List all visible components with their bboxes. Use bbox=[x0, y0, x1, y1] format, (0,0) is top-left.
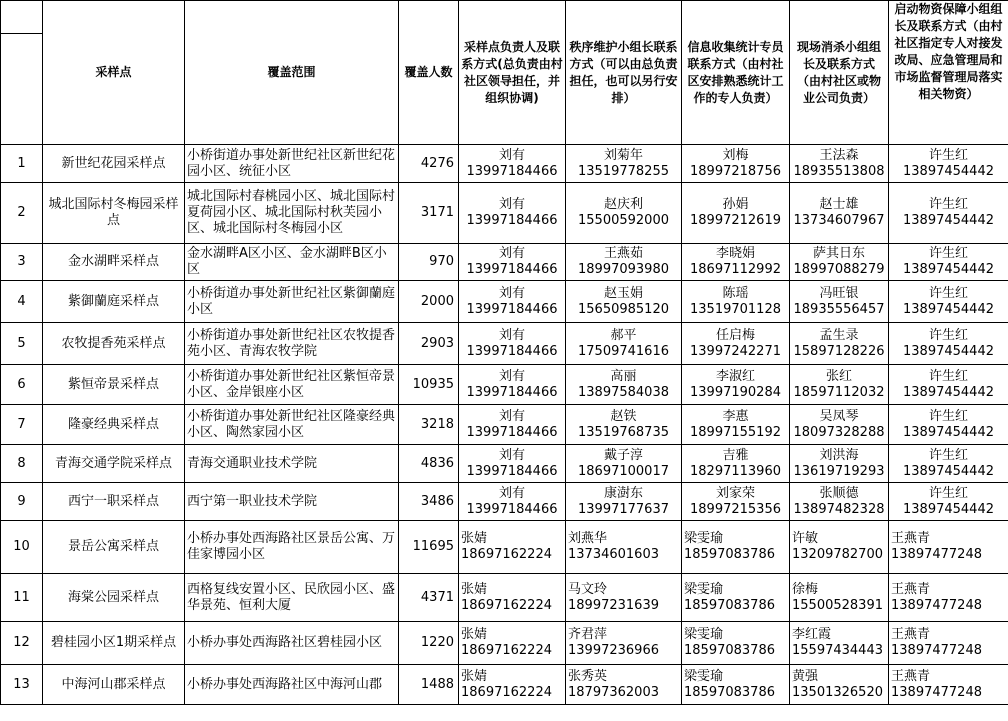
contact-c4 bbox=[790, 323, 889, 365]
contact-c2 bbox=[566, 323, 682, 365]
contact-c4 bbox=[790, 665, 889, 705]
contact-name: 刘有 bbox=[498, 197, 525, 212]
contact-c2 bbox=[566, 622, 682, 665]
contact-phone: 18997231639 bbox=[568, 597, 659, 613]
contact-phone: 13997184466 bbox=[466, 163, 558, 179]
contact-c2 bbox=[566, 365, 682, 405]
contact-name: 吴凤琴 bbox=[819, 408, 859, 424]
row-number: 11 bbox=[1, 574, 43, 622]
contact-name: 王燕茹 bbox=[603, 246, 643, 261]
row-number: 1 bbox=[1, 145, 43, 183]
coverage-area: 小桥街道办事处新世纪社区新世纪花园小区、统征小区 bbox=[185, 145, 399, 183]
contact-phone: 18997218756 bbox=[690, 163, 781, 179]
contact-name: 许敏 bbox=[792, 531, 819, 546]
contact-phone: 13997184466 bbox=[466, 262, 558, 277]
contact-phone: 18097328288 bbox=[793, 424, 885, 440]
header-info: 信息收集统计专员联系方式（由村社区安排熟悉统计工作的专人负责） bbox=[682, 1, 790, 145]
contact-name: 刘有 bbox=[498, 447, 525, 463]
contact-name: 梁雯瑜 bbox=[684, 668, 724, 684]
contact-c3 bbox=[682, 445, 790, 483]
contact-phone: 18935513808 bbox=[793, 163, 885, 179]
sampling-site: 紫恒帝景采样点 bbox=[43, 365, 185, 405]
contact-c5 bbox=[889, 665, 1008, 705]
contact-name: 任启梅 bbox=[715, 327, 755, 343]
contact-c4 bbox=[790, 445, 889, 483]
header-order: 秩序维护小组长联系方式（可以由总负责担任，也可以另行安排） bbox=[566, 1, 682, 145]
contact-c5 bbox=[889, 183, 1008, 244]
header-coverage: 覆盖范围 bbox=[185, 1, 399, 145]
contact-phone: 13519768735 bbox=[578, 424, 669, 440]
contact-name: 赵士雄 bbox=[819, 197, 859, 212]
sampling-site: 金水湖畔采样点 bbox=[43, 244, 185, 281]
contact-phone: 13501326520 bbox=[792, 684, 883, 700]
contact-c1 bbox=[459, 365, 566, 405]
contact-name: 刘洪海 bbox=[819, 447, 859, 463]
contact-name: 王法森 bbox=[819, 147, 859, 163]
coverage-area: 小桥办事处西海路社区碧桂园小区 bbox=[185, 622, 399, 665]
contact-c5 bbox=[889, 445, 1008, 483]
contact-phone: 13997184466 bbox=[466, 424, 558, 440]
header-no-top bbox=[1, 1, 43, 34]
contact-c5 bbox=[889, 281, 1008, 323]
contact-c1 bbox=[459, 323, 566, 365]
contact-phone: 13897584038 bbox=[578, 384, 669, 400]
coverage-area: 金水湖畔A区小区、金水湖畔B区小区 bbox=[185, 244, 399, 281]
contact-phone: 13519778255 bbox=[578, 163, 669, 179]
contact-name: 郝平 bbox=[610, 327, 637, 343]
contact-phone: 13897454442 bbox=[903, 424, 994, 440]
contact-phone: 13897454442 bbox=[903, 463, 994, 479]
contact-name: 许生红 bbox=[928, 197, 968, 212]
contact-c5 bbox=[889, 622, 1008, 665]
contact-phone: 13997184466 bbox=[466, 501, 558, 517]
contact-name: 刘家荣 bbox=[715, 485, 755, 501]
sampling-site: 新世纪花园采样点 bbox=[43, 145, 185, 183]
row-number: 12 bbox=[1, 622, 43, 665]
contact-c3 bbox=[682, 365, 790, 405]
contact-phone: 13734601603 bbox=[568, 547, 659, 562]
contact-phone: 13897454442 bbox=[903, 301, 994, 317]
contact-phone: 13897454442 bbox=[903, 262, 994, 277]
contact-phone: 18997088279 bbox=[793, 262, 885, 277]
contact-c5 bbox=[889, 521, 1008, 574]
contact-name: 张婧 bbox=[461, 627, 488, 642]
table-row bbox=[1, 574, 1008, 622]
contact-phone: 13997184466 bbox=[466, 463, 558, 479]
contact-name: 刘有 bbox=[498, 408, 525, 424]
sampling-site: 海棠公园采样点 bbox=[43, 574, 185, 622]
population-count: 4836 bbox=[399, 445, 459, 483]
coverage-area: 西宁第一职业技术学院 bbox=[185, 483, 399, 521]
contact-phone: 15650985120 bbox=[578, 301, 669, 317]
contact-name: 李晓娟 bbox=[715, 246, 755, 261]
contact-phone: 18697162224 bbox=[461, 684, 552, 700]
contact-phone: 15597434443 bbox=[792, 643, 883, 658]
contact-phone: 13897454442 bbox=[903, 501, 994, 517]
contact-name: 梁雯瑜 bbox=[684, 627, 724, 642]
contact-c4 bbox=[790, 622, 889, 665]
row-number: 5 bbox=[1, 323, 43, 365]
population-count: 970 bbox=[399, 244, 459, 281]
header-site: 采样点 bbox=[43, 1, 185, 145]
contact-phone: 13997177637 bbox=[578, 501, 669, 517]
contact-name: 张婧 bbox=[461, 531, 488, 546]
contact-c1 bbox=[459, 405, 566, 445]
contact-c5 bbox=[889, 483, 1008, 521]
contact-name: 许生红 bbox=[928, 246, 968, 261]
header-count: 覆盖人数 bbox=[399, 1, 459, 145]
sampling-site: 碧桂园小区1期采样点 bbox=[43, 622, 185, 665]
contact-c2 bbox=[566, 244, 682, 281]
contact-c2 bbox=[566, 574, 682, 622]
contact-c5 bbox=[889, 323, 1008, 365]
coverage-area: 小桥办事处西海路社区景岳公寓、万佳家博园小区 bbox=[185, 521, 399, 574]
contact-c4 bbox=[790, 244, 889, 281]
coverage-area: 小桥街道办事处新世纪社区隆豪经典小区、陶然家园小区 bbox=[185, 405, 399, 445]
contact-phone: 15500592000 bbox=[578, 213, 669, 228]
contact-phone: 15500528391 bbox=[792, 597, 883, 613]
contact-name: 刘燕华 bbox=[568, 531, 608, 546]
coverage-area: 小桥办事处西海路社区中海河山郡 bbox=[185, 665, 399, 705]
contact-phone: 13997184466 bbox=[466, 384, 558, 400]
population-count: 4276 bbox=[399, 145, 459, 183]
contact-c5 bbox=[889, 244, 1008, 281]
contact-c4 bbox=[790, 521, 889, 574]
contact-phone: 13897454442 bbox=[903, 213, 994, 228]
contact-name: 王燕青 bbox=[891, 627, 931, 642]
contact-phone: 18597083786 bbox=[684, 597, 775, 613]
contact-c2 bbox=[566, 521, 682, 574]
contact-name: 徐梅 bbox=[792, 581, 819, 597]
table-row bbox=[1, 323, 1008, 365]
contact-name: 赵铁 bbox=[610, 408, 637, 424]
contact-name: 刘梅 bbox=[722, 147, 749, 163]
contact-name: 刘菊年 bbox=[603, 147, 643, 163]
population-count: 1488 bbox=[399, 665, 459, 705]
population-count: 4371 bbox=[399, 574, 459, 622]
population-count: 3218 bbox=[399, 405, 459, 445]
contact-c2 bbox=[566, 483, 682, 521]
contact-c2 bbox=[566, 665, 682, 705]
coverage-area: 小桥街道办事处新世纪社区农牧提香苑小区、青海农牧学院 bbox=[185, 323, 399, 365]
contact-name: 刘有 bbox=[498, 246, 525, 261]
contact-name: 许生红 bbox=[928, 368, 968, 384]
contact-c1 bbox=[459, 521, 566, 574]
table-row bbox=[1, 405, 1008, 445]
contact-c2 bbox=[566, 145, 682, 183]
contact-c3 bbox=[682, 183, 790, 244]
coverage-area: 西格复线安置小区、民欣园小区、盛华景苑、恒利大厦 bbox=[185, 574, 399, 622]
contact-phone: 13997190284 bbox=[690, 384, 781, 400]
contact-name: 陈瑶 bbox=[722, 285, 749, 301]
contact-c3 bbox=[682, 281, 790, 323]
contact-phone: 18697100017 bbox=[578, 463, 669, 479]
table-row bbox=[1, 183, 1008, 244]
contact-c5 bbox=[889, 405, 1008, 445]
contact-phone: 13897454442 bbox=[903, 343, 994, 359]
contact-name: 冯旺银 bbox=[819, 285, 859, 301]
population-count: 3486 bbox=[399, 483, 459, 521]
contact-c3 bbox=[682, 405, 790, 445]
contact-phone: 13897454442 bbox=[903, 384, 994, 400]
population-count: 10935 bbox=[399, 365, 459, 405]
contact-phone: 15897128226 bbox=[793, 343, 885, 359]
coverage-area: 青海交通职业技术学院 bbox=[185, 445, 399, 483]
population-count: 3171 bbox=[399, 183, 459, 244]
contact-name: 梁雯瑜 bbox=[684, 531, 724, 546]
contact-c2 bbox=[566, 445, 682, 483]
contact-name: 张顺德 bbox=[819, 485, 859, 501]
row-number: 8 bbox=[1, 445, 43, 483]
contact-phone: 18997155192 bbox=[690, 424, 781, 440]
header-supervisor: 采样点负责人及联系方式(总负责由村社区领导担任，并组织协调) bbox=[459, 1, 566, 145]
contact-phone: 18997093980 bbox=[578, 262, 669, 277]
contact-phone: 13734607967 bbox=[793, 213, 885, 228]
contact-phone: 13897477248 bbox=[891, 597, 982, 613]
contact-phone: 18697112992 bbox=[690, 262, 781, 277]
table-row bbox=[1, 145, 1008, 183]
contact-name: 刘有 bbox=[498, 368, 525, 384]
contact-c4 bbox=[790, 145, 889, 183]
contact-c4 bbox=[790, 483, 889, 521]
sampling-site: 隆豪经典采样点 bbox=[43, 405, 185, 445]
contact-name: 张秀英 bbox=[568, 668, 608, 684]
contact-name: 梁雯瑜 bbox=[684, 581, 724, 597]
contact-name: 刘有 bbox=[498, 147, 525, 163]
contact-phone: 13519701128 bbox=[690, 301, 781, 317]
population-count: 2000 bbox=[399, 281, 459, 323]
contact-name: 齐君萍 bbox=[568, 627, 608, 642]
contact-name: 王燕青 bbox=[891, 531, 931, 546]
contact-c3 bbox=[682, 574, 790, 622]
contact-phone: 13997184466 bbox=[466, 343, 558, 359]
table-row bbox=[1, 665, 1008, 705]
contact-c1 bbox=[459, 622, 566, 665]
contact-c4 bbox=[790, 574, 889, 622]
contact-name: 张婧 bbox=[461, 581, 488, 597]
contact-phone: 18697162224 bbox=[461, 643, 552, 658]
contact-c1 bbox=[459, 574, 566, 622]
contact-name: 赵庆利 bbox=[603, 197, 643, 212]
contact-phone: 13997236966 bbox=[568, 643, 659, 658]
contact-c1 bbox=[459, 281, 566, 323]
contact-c4 bbox=[790, 365, 889, 405]
contact-phone: 18797362003 bbox=[568, 684, 659, 700]
population-count: 2903 bbox=[399, 323, 459, 365]
header-disinfect: 现场消杀小组组长及联系方式（由村社区或物业公司负责） bbox=[790, 1, 889, 145]
sampling-site: 中海河山郡采样点 bbox=[43, 665, 185, 705]
coverage-area: 小桥街道办事处新世纪社区紫御蘭庭小区 bbox=[185, 281, 399, 323]
contact-c3 bbox=[682, 145, 790, 183]
contact-name: 孟生录 bbox=[819, 327, 859, 343]
contact-c2 bbox=[566, 405, 682, 445]
row-number: 3 bbox=[1, 244, 43, 281]
contact-phone: 18297113960 bbox=[690, 463, 781, 479]
contact-phone: 13209782700 bbox=[792, 547, 883, 562]
contact-c3 bbox=[682, 323, 790, 365]
contact-c1 bbox=[459, 483, 566, 521]
contact-c3 bbox=[682, 483, 790, 521]
contact-c1 bbox=[459, 244, 566, 281]
contact-name: 康澍东 bbox=[603, 485, 643, 501]
contact-c1 bbox=[459, 145, 566, 183]
table-row bbox=[1, 483, 1008, 521]
contact-name: 李红霞 bbox=[792, 627, 832, 642]
contact-phone: 13897477248 bbox=[891, 684, 982, 700]
contact-phone: 13897482328 bbox=[793, 501, 885, 517]
contact-name: 刘有 bbox=[498, 327, 525, 343]
contact-name: 黄强 bbox=[792, 668, 819, 684]
contact-c5 bbox=[889, 145, 1008, 183]
contact-phone: 18597083786 bbox=[684, 547, 775, 562]
row-number: 6 bbox=[1, 365, 43, 405]
contact-c1 bbox=[459, 445, 566, 483]
row-number: 9 bbox=[1, 483, 43, 521]
contact-phone: 13619719293 bbox=[793, 463, 885, 479]
table-row bbox=[1, 365, 1008, 405]
contact-phone: 13897454442 bbox=[903, 163, 994, 179]
header-supply: 启动物资保障小组组长及联系方式（由村社区指定专人对接发改局、应急管理局和市场监督管理局落实相关物资） bbox=[889, 1, 1008, 145]
contact-phone: 18935556457 bbox=[793, 301, 885, 317]
contact-name: 孙娟 bbox=[722, 197, 749, 212]
contact-c3 bbox=[682, 244, 790, 281]
contact-phone: 18597083786 bbox=[684, 643, 775, 658]
contact-name: 王燕青 bbox=[891, 668, 931, 684]
contact-name: 赵玉娟 bbox=[603, 285, 643, 301]
table-row bbox=[1, 622, 1008, 665]
contact-phone: 18597083786 bbox=[684, 684, 775, 700]
contact-name: 许生红 bbox=[928, 485, 968, 501]
contact-name: 许生红 bbox=[928, 447, 968, 463]
contact-c1 bbox=[459, 665, 566, 705]
table-row bbox=[1, 445, 1008, 483]
row-number: 13 bbox=[1, 665, 43, 705]
contact-c5 bbox=[889, 365, 1008, 405]
contact-phone: 18697162224 bbox=[461, 597, 552, 613]
contact-name: 刘有 bbox=[498, 485, 525, 501]
row-number: 7 bbox=[1, 405, 43, 445]
contact-name: 李惠 bbox=[722, 408, 749, 424]
contact-name: 刘有 bbox=[498, 285, 525, 301]
contact-name: 许生红 bbox=[928, 327, 968, 343]
contact-c4 bbox=[790, 405, 889, 445]
contact-c3 bbox=[682, 622, 790, 665]
contact-phone: 13997184466 bbox=[466, 301, 558, 317]
contact-phone: 17509741616 bbox=[578, 343, 669, 359]
sampling-site: 西宁一职采样点 bbox=[43, 483, 185, 521]
contact-c2 bbox=[566, 183, 682, 244]
row-number: 10 bbox=[1, 521, 43, 574]
population-count: 11695 bbox=[399, 521, 459, 574]
contact-name: 张婧 bbox=[461, 668, 488, 684]
contact-name: 高丽 bbox=[610, 368, 637, 384]
contact-name: 吉雅 bbox=[722, 447, 749, 463]
row-number: 4 bbox=[1, 281, 43, 323]
contact-phone: 18997212619 bbox=[690, 213, 781, 228]
contact-phone: 13997184466 bbox=[466, 213, 558, 228]
row-number: 2 bbox=[1, 183, 43, 244]
coverage-area: 城北国际村春桃园小区、城北国际村夏荷园小区、城北国际村秋芙园小区、城北国际村冬梅园小区 bbox=[185, 183, 399, 244]
contact-name: 萨其日东 bbox=[812, 246, 865, 261]
contact-name: 张红 bbox=[825, 368, 852, 384]
contact-name: 王燕青 bbox=[891, 581, 931, 597]
contact-c3 bbox=[682, 521, 790, 574]
table-row bbox=[1, 281, 1008, 323]
contact-c4 bbox=[790, 281, 889, 323]
sampling-site: 景岳公寓采样点 bbox=[43, 521, 185, 574]
sampling-site: 城北国际村冬梅园采样点 bbox=[43, 183, 185, 244]
contact-c5 bbox=[889, 574, 1008, 622]
population-count: 1220 bbox=[399, 622, 459, 665]
contact-phone: 18697162224 bbox=[461, 547, 552, 562]
sampling-site: 农牧提香苑采样点 bbox=[43, 323, 185, 365]
contact-phone: 18597112032 bbox=[793, 384, 885, 400]
contact-phone: 13897477248 bbox=[891, 643, 982, 658]
contact-name: 李淑红 bbox=[715, 368, 755, 384]
sampling-site: 青海交通学院采样点 bbox=[43, 445, 185, 483]
contact-name: 许生红 bbox=[928, 147, 968, 163]
header-no bbox=[1, 34, 43, 145]
table-row bbox=[1, 244, 1008, 281]
contact-phone: 13997242271 bbox=[690, 343, 781, 359]
contact-name: 许生红 bbox=[928, 408, 968, 424]
coverage-area: 小桥街道办事处新世纪社区紫恒帝景小区、金岸银座小区 bbox=[185, 365, 399, 405]
contact-name: 戴子淳 bbox=[603, 447, 643, 463]
table-row bbox=[1, 521, 1008, 574]
contact-phone: 18997215356 bbox=[690, 501, 781, 517]
contact-c1 bbox=[459, 183, 566, 244]
contact-name: 马文玲 bbox=[568, 581, 608, 597]
contact-c4 bbox=[790, 183, 889, 244]
contact-c2 bbox=[566, 281, 682, 323]
sampling-site: 紫御蘭庭采样点 bbox=[43, 281, 185, 323]
contact-name: 许生红 bbox=[928, 285, 968, 301]
contact-phone: 13897477248 bbox=[891, 547, 982, 562]
contact-c3 bbox=[682, 665, 790, 705]
